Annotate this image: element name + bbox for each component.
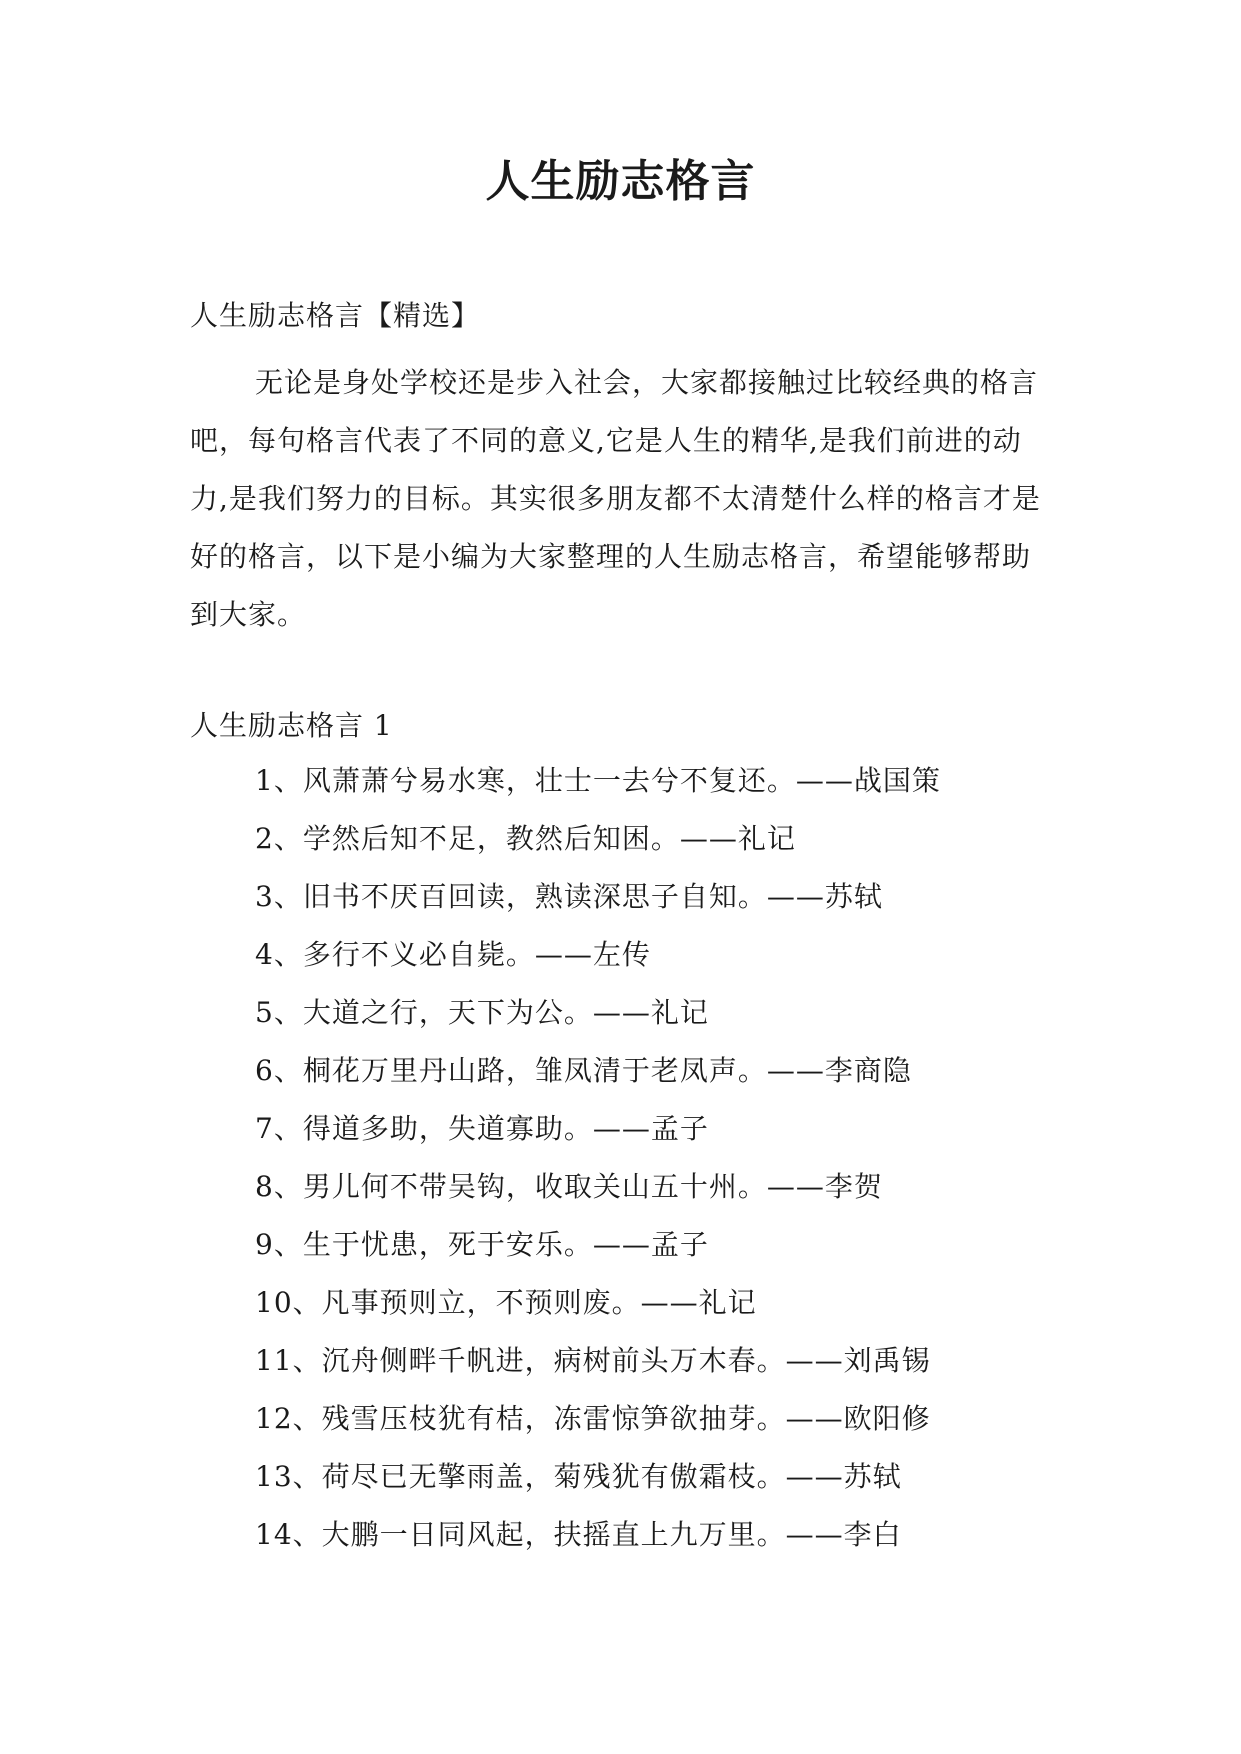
- quote-item: 10、凡事预则立，不预则废。——礼记: [255, 1286, 757, 1319]
- quote-item: 11、沉舟侧畔千帆进，病树前头万木春。——刘禹锡: [255, 1344, 931, 1377]
- subsection-heading: 人生励志格言 1: [190, 709, 393, 742]
- quote-item: 9、生于忧患，死于安乐。——孟子: [255, 1228, 709, 1261]
- quote-item: 14、大鹏一日同风起，扶摇直上九万里。——李白: [255, 1518, 902, 1551]
- quote-item: 3、旧书不厌百回读，熟读深思子自知。——苏轼: [255, 880, 883, 913]
- quote-item: 8、男儿何不带吴钩，收取关山五十州。——李贺: [255, 1170, 883, 1203]
- page-title: 人生励志格言: [485, 156, 756, 207]
- intro-paragraph: 无论是身处学校还是步入社会，大家都接触过比较经典的格言吧，每句格言代表了不同的意义,它是人生的精华,是我们前进的动力,是我们努力的目标。其实很多朋友都不太清楚什么样的格言才是好的格言，以下是小编为大家整理的人生励志格言，希望能够帮助到大家。: [190, 366, 1041, 631]
- quote-item: 1、风萧萧兮易水寒，壮士一去兮不复还。——战国策: [255, 764, 941, 797]
- section-heading: 人生励志格言【精选】: [190, 299, 481, 332]
- quote-item: 2、学然后知不足，教然后知困。——礼记: [255, 822, 796, 855]
- quote-item: 13、荷尽已无擎雨盖，菊残犹有傲霜枝。——苏轼: [255, 1460, 902, 1493]
- quote-item: 5、大道之行，天下为公。——礼记: [255, 996, 709, 1029]
- quote-item: 4、多行不义必自毙。——左传: [255, 938, 651, 971]
- quote-item: 7、得道多助，失道寡助。——孟子: [255, 1112, 709, 1145]
- quote-item: 12、残雪压枝犹有桔，冻雷惊笋欲抽芽。——欧阳修: [255, 1402, 931, 1435]
- quote-item: 6、桐花万里丹山路，雏凤清于老凤声。——李商隐: [255, 1054, 912, 1087]
